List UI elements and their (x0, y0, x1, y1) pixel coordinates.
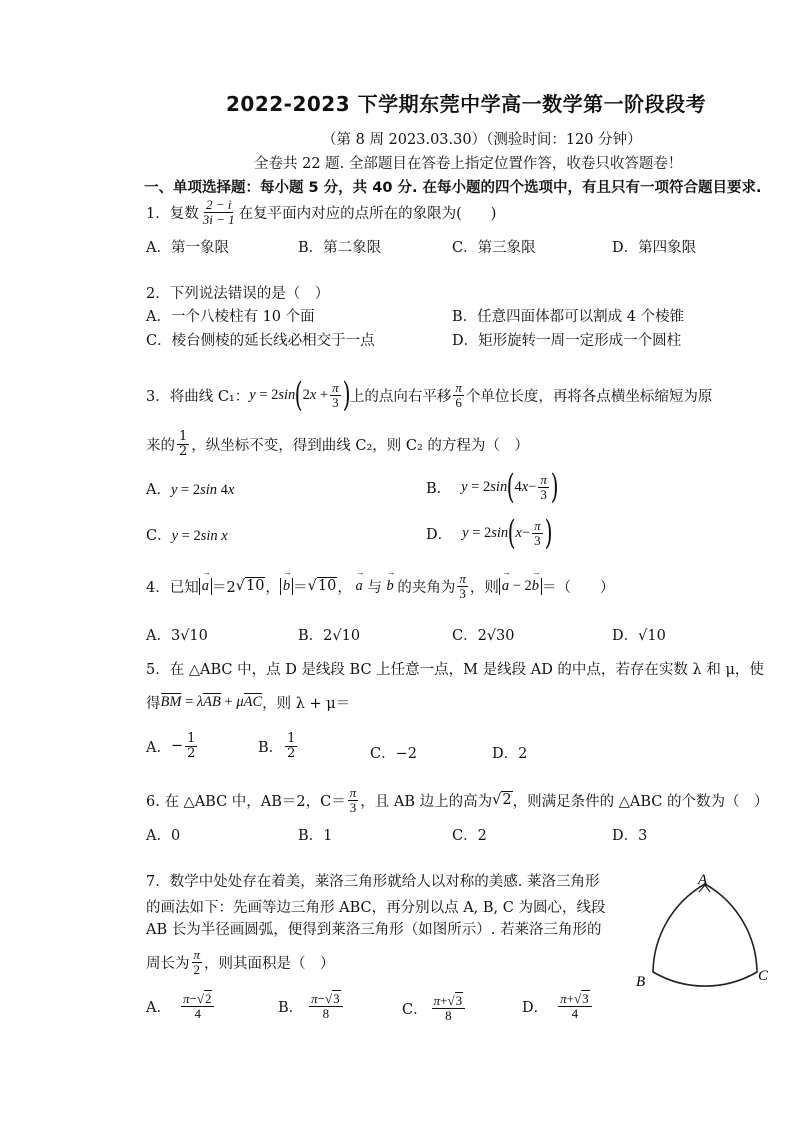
q5-option-c: C．−2 (370, 746, 417, 762)
section-heading: 一、单项选择题：每小题 5 分，共 40 分. 在每小题的四个选项中，有且只有一项符合题目要求. (144, 180, 762, 196)
q3-pi-over-6: $\frac{\pi}{6}$ (455, 379, 462, 410)
page-title: 2022-2023 下学期东莞中学高一数学第一阶段段考 (226, 92, 707, 116)
question-7-line2: 的画法如下：先画等边三角形 ABC，再分别以点 A, B, C 为圆心，线段 (146, 900, 606, 916)
q6-text-c: ，则满足条件的 △ABC 的个数为（ ） (512, 793, 769, 810)
q1-frac-num: 2 − i (205, 197, 232, 212)
q5-text-a: 得 (146, 696, 161, 712)
q3-arg: 2x + (302, 386, 329, 403)
label-a: A (698, 872, 708, 888)
q7-option-a-frac: $\frac{\pi-√2}{4}$ (181, 992, 215, 1020)
q4-angle-text: 的夹角为 (397, 579, 456, 596)
q5-option-a (146, 732, 199, 760)
question-7-line1: 7．数学中处处存在着美，莱洛三角形就给人以对称的美感. 莱洛三角形 (146, 874, 600, 890)
q1-option-b: B．第二象限 (298, 240, 382, 256)
q3-option-d (426, 513, 553, 553)
q4-tail: ，则 (469, 579, 499, 596)
q4-norm-diff: → a − 2→ b (499, 578, 542, 595)
q3-option-a-expr: y = 2sin 4x (170, 482, 235, 498)
q3-paren-open: ( (294, 375, 303, 415)
q3-text-b: 上的点向右平移 (349, 388, 452, 405)
q7-option-b (278, 992, 345, 1020)
exam-meta: （第 8 周 2023.03.30）（测验时间：120 分钟） (322, 132, 642, 148)
question-5-line1: 5．在 △ABC 中，点 D 是线段 BC 上任意一点，M 是线段 AD 的中点，若存在实数 λ 和 μ，使 (146, 662, 764, 678)
q3-option-d-paren-open: ( (507, 513, 516, 553)
question-3-line2 (146, 430, 529, 458)
q3-option-d-expr: y = 2sin (462, 524, 509, 541)
q5-option-b-label: B． (258, 739, 284, 756)
q3-option-d-paren-close: ) (544, 513, 553, 553)
q6-option-d: D．3 (612, 828, 648, 844)
q3-option-b-paren-open: ( (506, 467, 515, 507)
q5-option-a-label: A． (146, 739, 171, 756)
q4-and: 与 (362, 579, 387, 596)
question-4-stem (146, 572, 615, 600)
q1-frac-den: 3i − 1 (202, 211, 235, 227)
q3-paren-close: ) (342, 375, 351, 415)
q4-option-a: A．3√10 (146, 628, 208, 644)
q4-sqrt-a: √10 (235, 578, 265, 595)
q7-option-b-frac: $\frac{\pi-√3}{8}$ (309, 992, 343, 1020)
question-3-line1 (146, 375, 713, 415)
q3-option-b-frac: $\frac{\pi}{3}$ (540, 471, 547, 502)
q7-text-b: ，则其面积是（ ） (204, 955, 335, 972)
q2-option-a: A．一个八棱柱有 10 个面 (146, 309, 315, 325)
q5-option-d: D．2 (492, 746, 528, 762)
q5-option-b (258, 732, 299, 760)
q1-option-c: C．第三象限 (452, 240, 536, 256)
q4-sqrt-b: √10 (307, 578, 337, 595)
q4-prefix: 4．已知 (146, 579, 199, 596)
q6-sqrt-2: √2 (492, 792, 512, 809)
q7-option-c-frac: $\frac{\pi+√3}{8}$ (432, 994, 466, 1022)
q3-option-a (146, 478, 234, 499)
q3-option-b-expr: y = 2sin (461, 478, 508, 495)
q4-vec-b: → b (386, 578, 397, 595)
q2-option-b: B．任意四面体都可以割成 4 个棱锥 (452, 309, 685, 325)
q7-option-b-label: B． (278, 999, 304, 1016)
exam-notice: 全卷共 22 题. 全部题目在答卷上指定位置作答，收卷只收答题卷！ (254, 156, 683, 172)
q6-option-b: B．1 (298, 828, 333, 844)
q3-text-d: 来的 (146, 437, 175, 454)
q5-option-a-frac: $\frac{1}{2}$ (187, 731, 196, 761)
q2-option-c: C．棱台侧棱的延长线必相交于一点 (146, 333, 375, 349)
q4-sep1: ， (265, 579, 280, 596)
q1-option-a: A．第一象限 (146, 240, 229, 256)
q3-option-b-label: B． (426, 480, 452, 497)
q4-sep2: ， (337, 579, 352, 596)
q4-option-c: C．2√30 (452, 628, 515, 644)
q5-option-b-frac: $\frac{1}{2}$ (287, 731, 296, 761)
question-7-line4 (146, 948, 335, 976)
q7-option-d-frac: $\frac{\pi+√3}{4}$ (558, 992, 592, 1020)
reuleaux-triangle-figure (630, 872, 780, 992)
q1-fraction (201, 198, 237, 226)
q3-option-c (146, 524, 228, 545)
q3-option-b-arg: 4x− (514, 478, 537, 495)
q3-text-c: 个单位长度，再将各点横坐标缩短为原 (465, 388, 713, 405)
q3-option-c-label: C． (146, 528, 172, 544)
q3-text-e: ，纵坐标不变，得到曲线 C₂，则 C₂ 的方程为（ ） (191, 437, 529, 454)
q3-option-d-label: D． (426, 526, 453, 543)
q3-option-d-arg: x− (515, 524, 531, 541)
q4-pi-over-3: $\frac{\pi}{3}$ (459, 571, 466, 601)
q2-option-d: D．矩形旋转一周一定形成一个圆柱 (452, 333, 682, 349)
q1-prefix: 1．复数 (146, 205, 199, 222)
q7-option-d (522, 992, 594, 1020)
q3-text-a: 3．将曲线 C₁： (146, 388, 250, 405)
q6-text-a: 6. 在 △ABC 中，AB＝2，C＝ (146, 793, 346, 810)
q1-option-d: D．第四象限 (612, 240, 697, 256)
q7-option-d-label: D． (522, 999, 549, 1016)
question-1-stem (146, 198, 496, 226)
q3-option-c-expr: y = 2sin x (171, 528, 228, 544)
q4-end: ＝（ ） (542, 579, 615, 596)
q7-pi-over-2: $\frac{\pi}{2}$ (193, 947, 201, 977)
question-6-stem (146, 786, 768, 814)
reuleaux-outline (653, 884, 757, 986)
q6-pi-over-3: $\frac{\pi}{3}$ (349, 785, 357, 815)
q3-option-b (426, 467, 559, 507)
q3-pi-over-3: $\frac{\pi}{3}$ (332, 379, 339, 410)
q7-text-a: 周长为 (146, 955, 190, 972)
label-b: B (636, 974, 646, 990)
q4-eq-a: ＝2 (211, 579, 236, 596)
q3-option-b-paren-close: ) (550, 467, 559, 507)
q4-option-b: B．2√10 (298, 628, 361, 644)
question-5-line2 (146, 692, 350, 713)
q4-norm-a: → a (199, 578, 212, 595)
q4-eq-b: ＝ (293, 579, 308, 596)
q5-text-b: ，则 λ + μ＝ (262, 696, 351, 712)
question-7-line3: AB 长为半径画圆弧，便得到莱洛三角形（如图所示）. 若莱洛三角形的 (146, 922, 602, 938)
label-c: C (758, 968, 769, 984)
q5-vector-equation: BM = λAB + μAC (160, 694, 263, 710)
q3-option-a-label: A． (146, 482, 171, 498)
q7-option-c (402, 994, 467, 1022)
question-2-stem: 2．下列说法错误的是（ ） (146, 286, 330, 302)
q4-norm-b: → b (280, 578, 293, 595)
q7-option-a-label: A． (146, 999, 171, 1016)
q5-option-a-minus: − (170, 738, 184, 755)
q6-option-c: C．2 (452, 828, 487, 844)
q4-vec-a: → a (352, 578, 363, 595)
q3-option-d-frac: $\frac{\pi}{3}$ (534, 517, 541, 548)
q3-half: $\frac{1}{2}$ (179, 429, 188, 459)
q4-option-d: D．√10 (612, 628, 666, 644)
q6-option-a: A．0 (146, 828, 181, 844)
q7-option-a (146, 992, 216, 1020)
q7-option-c-label: C． (402, 1001, 428, 1018)
q3-curve-c1: y = 2sin (249, 386, 296, 403)
q1-suffix: 在复平面内对应的点所在的象限为( ) (238, 205, 497, 222)
q6-text-b: ，且 AB 边上的高为 (360, 793, 493, 810)
